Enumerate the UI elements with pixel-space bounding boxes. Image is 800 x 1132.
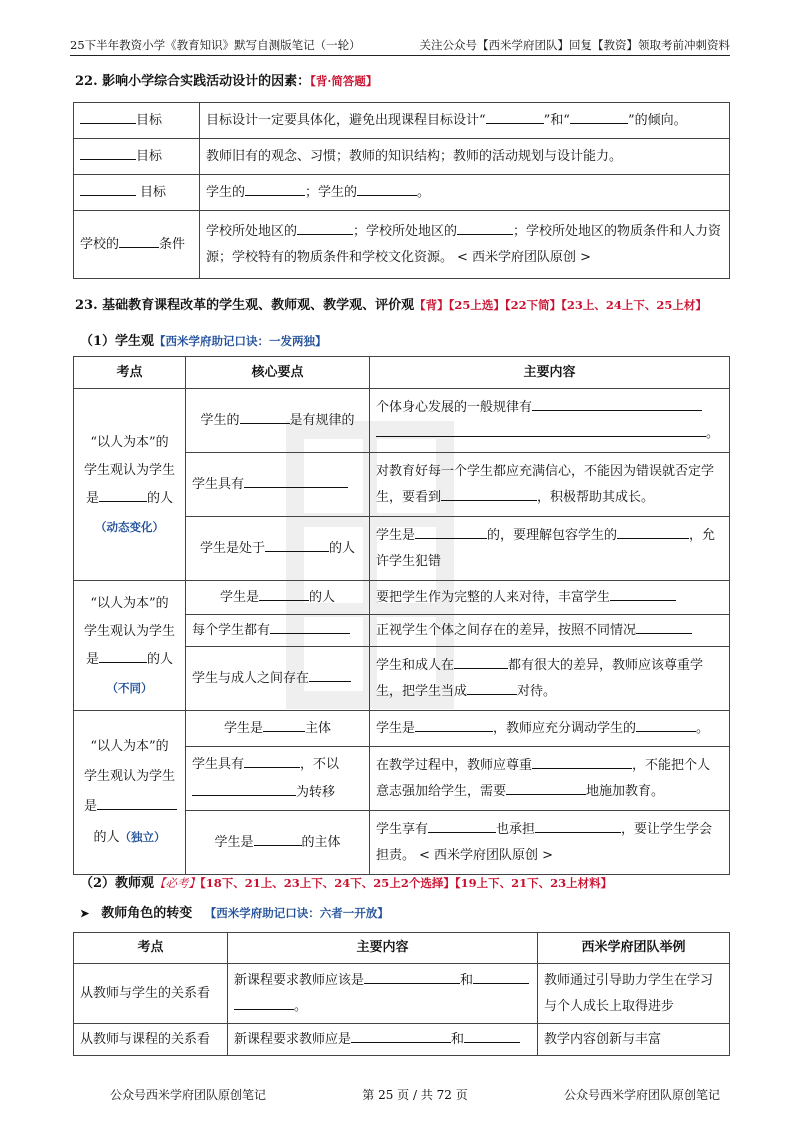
- table-row: 每个学生都有 正视学生个体之间存在的差异，按照不同情况: [74, 615, 730, 647]
- table-row: 学生是 的主体 学生享有 也承担 ，要让学生学会担责。 < 西米学府团队原创 >: [74, 811, 730, 875]
- header-divider: [70, 55, 730, 56]
- page-footer: [110, 1086, 720, 1103]
- col-header: 主要内容: [370, 357, 730, 389]
- table-row: 学生与成人之间存在 学生和成人在 都有很大的差异，教师应该尊重学生，把学生当成 对待。: [74, 647, 730, 711]
- teacher-role-table: [73, 932, 730, 1056]
- table-row: 学生是处于 的人 学生是 的，要理解包容学生的 ，允许学生犯错: [74, 517, 730, 581]
- subsection-teacher-view: （2）教师观【必考】【18下、21上、23上下、24下、25上2个选择】【19上下、21下、23上材料】: [80, 876, 613, 891]
- factors-table: [73, 102, 730, 279]
- factor-content: 目标设计一定要具体化，避免出现课程目标设计“ ”和“ ”的倾向。: [200, 103, 730, 139]
- table-row: “以人为本”的 学生观认为学生 是 的人（独立） 学生是 主体 学生是 ，教师应充分调动学生的 。: [74, 711, 730, 747]
- table-row: “以人为本”的 学生观认为学生 是 的人 （动态变化） 学生的 是有规律的 个体身心发展的一般规律有 。: [74, 389, 730, 453]
- section-22-title: 22. 影响小学综合实践活动设计的因素：【背·简答题】: [75, 74, 378, 89]
- factor-label: 目标: [74, 139, 200, 175]
- table-row: [74, 175, 730, 211]
- factor-label: 目标: [74, 175, 200, 211]
- footer-right: 公众号西米学府团队原创笔记: [563, 1088, 720, 1102]
- table-row: 学生具有 ，不以 为转移 在教学过程中，教师应尊重 ，不能把个人意志强加给学生，需要 地施加教育。: [74, 747, 730, 811]
- factor-content: 学校所处地区的 ；学校所处地区的 ；学校所处地区的物质条件和人力资源；学校特有的物质条件和学校文化资源。 < 西米学府团队原创 >: [200, 211, 730, 279]
- credit-text: < 西米学府团队原创 >: [419, 847, 554, 863]
- table-row: [74, 103, 730, 139]
- table-row: [74, 139, 730, 175]
- factor-label: 目标: [74, 103, 200, 139]
- point-cell: “以人为本”的 学生观认为学生 是 的人（独立）: [74, 711, 186, 875]
- subsection-student-view: （1）学生观【西米学府助记口诀：一发两独】: [80, 334, 327, 349]
- page-number: 第 25 页 / 共 72 页: [362, 1088, 468, 1102]
- header-right: 关注公众号【西米学府团队】回复【教资】领取考前冲刺资料: [419, 38, 730, 52]
- col-header: 主要内容: [228, 933, 538, 964]
- header-left: 25下半年教资小学《教育知识》默写自测版笔记（一轮）: [70, 38, 361, 52]
- factor-content: 教师旧有的观念、习惯；教师的知识结构；教师的活动规划与设计能力。: [200, 139, 730, 175]
- credit-text: < 西米学府团队原创 >: [457, 249, 592, 265]
- table-row: [74, 211, 730, 279]
- table-row: 从教师与学生的关系看 新课程要求教师应该是 和 。 教师通过引导助力学生在学习与个人成长上取得进步: [74, 964, 730, 1024]
- col-header: 核心要点: [186, 357, 370, 389]
- col-header: 西米学府团队举例: [538, 933, 730, 964]
- factor-content: 学生的 ；学生的 。: [200, 175, 730, 211]
- table-row: 学生具有 对教育好每一个学生都应充满信心，不能因为错误就否定学生，要看到 ，积极帮助其成长。: [74, 453, 730, 517]
- section-23-title: 23. 基础教育课程改革的学生观、教师观、教学观、评价观【背】【25上选】【22下简】【23上、24上下、25上材】: [75, 298, 707, 313]
- teacher-role-heading: ➤ 教师角色的转变 【西米学府助记口诀：六者一开放】: [80, 906, 389, 921]
- footer-left: 公众号西米学府团队原创笔记: [110, 1088, 267, 1102]
- table-row: 从教师与课程的关系看 新课程要求教师应是 和 教学内容创新与丰富: [74, 1024, 730, 1056]
- student-view-table: [73, 356, 730, 875]
- col-header: 考点: [74, 933, 228, 964]
- point-cell: “以人为本”的 学生观认为学生 是 的人 （动态变化）: [74, 389, 186, 581]
- page-header: [70, 38, 730, 52]
- arrow-bullet-icon: ➤: [80, 907, 90, 920]
- point-cell: “以人为本”的 学生观认为学生 是 的人 （不同）: [74, 581, 186, 711]
- factor-label: 学校的 条件: [74, 211, 200, 279]
- table-row: “以人为本”的 学生观认为学生 是 的人 （不同） 学生是 的人 要把学生作为完整的人来对待，丰富学生: [74, 581, 730, 615]
- col-header: 考点: [74, 357, 186, 389]
